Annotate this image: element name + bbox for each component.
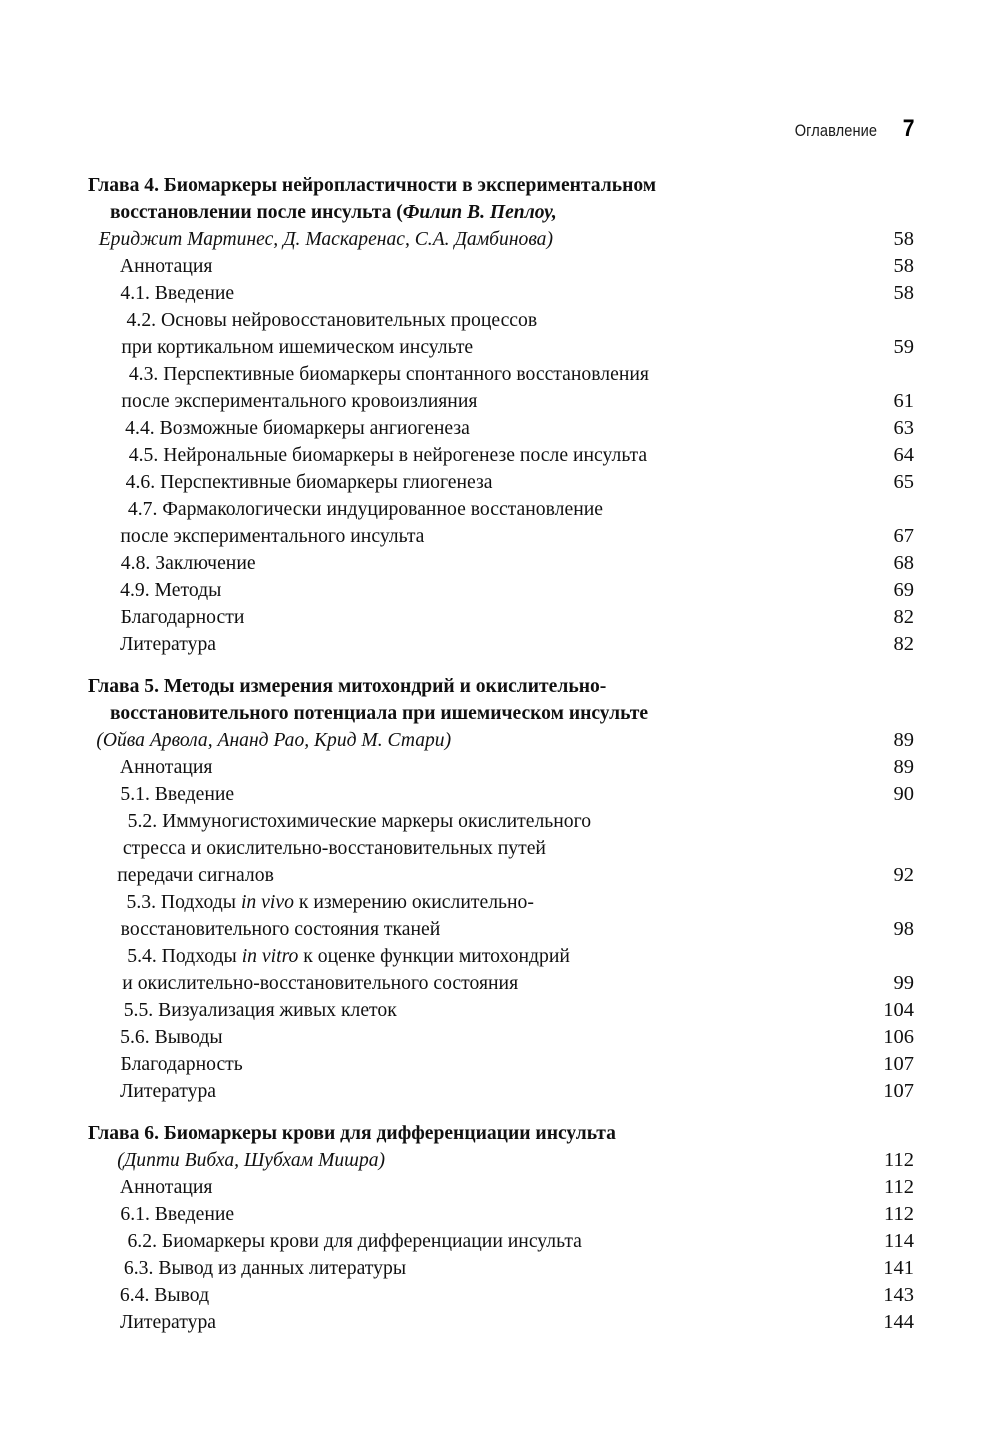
dot-leader bbox=[458, 934, 863, 935]
chapter-authors: (Дипти Вибха, Шубхам Мишра) bbox=[117, 1149, 386, 1171]
page-number: 59 bbox=[893, 336, 914, 358]
page-number: 89 bbox=[893, 729, 914, 751]
toc-entry[interactable] bbox=[88, 1024, 914, 1051]
chapter-title-text: Глава 5. Методы измерения митохондрий и окислительно- bbox=[88, 675, 607, 697]
toc-entry-label: 4.7. Фармакологически индуцированное восстановление bbox=[127, 498, 604, 520]
toc-entry[interactable] bbox=[88, 334, 914, 361]
dot-leader bbox=[442, 541, 863, 542]
toc-entry[interactable] bbox=[88, 415, 914, 442]
toc-entry-label: 5.5. Визуализация живых клеток bbox=[123, 999, 397, 1021]
dot-leader bbox=[566, 853, 863, 854]
toc-entry[interactable] bbox=[88, 307, 914, 334]
toc-entry[interactable] bbox=[88, 631, 914, 658]
dot-leader bbox=[492, 352, 864, 353]
page-number: 106 bbox=[883, 1026, 914, 1048]
page-number: 64 bbox=[893, 444, 914, 466]
page-number: 58 bbox=[893, 228, 914, 250]
dot-leader bbox=[671, 379, 863, 380]
chapter-entry[interactable] bbox=[88, 727, 914, 754]
toc-entry[interactable] bbox=[88, 280, 914, 307]
dot-leader bbox=[234, 595, 863, 596]
page-number: 63 bbox=[893, 417, 914, 439]
dot-leader bbox=[624, 514, 863, 515]
dot-leader bbox=[602, 1246, 863, 1247]
toc-entry-label: 6.1. Введение bbox=[120, 1203, 235, 1225]
page-number: 112 bbox=[884, 1176, 914, 1198]
page-number: 112 bbox=[884, 1149, 914, 1171]
toc-entry-label: передачи сигналов bbox=[117, 864, 274, 886]
toc-entry-label: Литература bbox=[120, 1311, 217, 1333]
dot-leader bbox=[404, 1165, 863, 1166]
toc-entry[interactable] bbox=[88, 1228, 914, 1255]
toc-entry-label: 4.6. Перспективные биомаркеры глиогенеза bbox=[125, 471, 493, 493]
toc-entry-label: после экспериментального инсульта bbox=[120, 525, 425, 547]
toc-entry[interactable] bbox=[88, 253, 914, 280]
chapter-title-text: Глава 6. Биомаркеры крови для дифференциации инсульта bbox=[88, 1122, 616, 1144]
toc-entry[interactable] bbox=[88, 808, 914, 835]
chapter-title-line[interactable] bbox=[88, 1120, 877, 1147]
page-number: 114 bbox=[884, 1230, 914, 1252]
page-number: 69 bbox=[893, 579, 914, 601]
dot-leader bbox=[511, 487, 863, 488]
dot-leader bbox=[229, 1327, 863, 1328]
toc-entry-label: Аннотация bbox=[119, 255, 213, 277]
page-number: 58 bbox=[893, 255, 914, 277]
page-number: 58 bbox=[893, 282, 914, 304]
page-number: 98 bbox=[893, 918, 914, 940]
running-head-label: Оглавление bbox=[794, 121, 877, 140]
toc-entry-label: 4.2. Основы нейровосстановительных процессов bbox=[126, 309, 538, 331]
running-head bbox=[788, 115, 915, 143]
chapter-title-line[interactable] bbox=[88, 199, 877, 226]
toc-entry[interactable] bbox=[88, 997, 914, 1024]
toc-entry-label: и окислительно-восстановительного состояния bbox=[122, 972, 519, 994]
toc-entry-label: 5.2. Иммуногистохимические маркеры окислительного bbox=[127, 810, 592, 832]
page-number: 65 bbox=[893, 471, 914, 493]
dot-leader bbox=[225, 772, 863, 773]
toc-entry[interactable] bbox=[88, 862, 914, 889]
toc-entry-label: Благодарности bbox=[120, 606, 245, 628]
toc-entry[interactable] bbox=[88, 469, 914, 496]
toc-entry-label: 5.1. Введение bbox=[120, 783, 235, 805]
toc-entry[interactable] bbox=[88, 1201, 914, 1228]
toc-entry[interactable] bbox=[88, 1255, 914, 1282]
dot-leader bbox=[557, 325, 863, 326]
toc-entry-label: при кортикальном ишемическом инсульте bbox=[121, 336, 474, 358]
toc-entry[interactable] bbox=[88, 442, 914, 469]
toc-entry[interactable] bbox=[88, 1174, 914, 1201]
page-number: 92 bbox=[893, 864, 914, 886]
dot-leader bbox=[222, 1300, 863, 1301]
chapter-authors: (Ойва Арвола, Ананд Рао, Крид М. Стари) bbox=[96, 729, 452, 751]
toc-entry-label: 4.5. Нейрональные биомаркеры в нейрогенезе после инсульта bbox=[128, 444, 648, 466]
page-number: 104 bbox=[883, 999, 914, 1021]
toc-entry-label: 5.6. Выводы bbox=[120, 1026, 223, 1048]
page-number: 82 bbox=[893, 633, 914, 655]
page-number: 68 bbox=[893, 552, 914, 574]
toc-entry-label: 4.8. Заключение bbox=[120, 552, 256, 574]
toc-entry[interactable] bbox=[88, 1309, 914, 1336]
chapter-title-line[interactable] bbox=[88, 700, 877, 727]
chapter-author-text: Филип В. Пеплоу, bbox=[402, 201, 557, 223]
dot-leader bbox=[248, 298, 863, 299]
toc-entry-label: 6.4. Вывод bbox=[119, 1284, 210, 1306]
dot-leader bbox=[225, 1192, 863, 1193]
chapter-block bbox=[88, 673, 914, 1105]
dot-leader bbox=[423, 1273, 863, 1274]
toc-entry[interactable] bbox=[88, 1078, 914, 1105]
toc-entry[interactable] bbox=[88, 361, 914, 388]
dot-leader bbox=[269, 568, 863, 569]
chapter-title-line[interactable] bbox=[88, 673, 877, 700]
toc-entry[interactable] bbox=[88, 1051, 914, 1078]
dot-leader bbox=[229, 1096, 863, 1097]
toc-entry[interactable] bbox=[88, 781, 914, 808]
chapter-block bbox=[88, 1120, 914, 1336]
dot-leader bbox=[590, 961, 863, 962]
chapter-authors: Ериджит Мартинес, Д. Маскаренас, С.А. Дамбинова) bbox=[98, 228, 553, 250]
toc-entry[interactable] bbox=[88, 496, 914, 523]
dot-leader bbox=[472, 745, 863, 746]
toc-entry[interactable] bbox=[88, 916, 914, 943]
dot-leader bbox=[288, 880, 863, 881]
page-number: 61 bbox=[893, 390, 914, 412]
toc-entry-label: 4.1. Введение bbox=[120, 282, 235, 304]
toc-entry-label: восстановительного состояния тканей bbox=[120, 918, 441, 940]
page-number: 99 bbox=[893, 972, 914, 994]
toc-entry[interactable] bbox=[88, 388, 914, 415]
toc-entry[interactable] bbox=[88, 550, 914, 577]
toc-entry-label: 4.4. Возможные биомаркеры ангиогенеза bbox=[125, 417, 470, 439]
dot-leader bbox=[669, 460, 863, 461]
dot-leader bbox=[258, 622, 863, 623]
table-of-contents bbox=[88, 172, 914, 1338]
dot-leader bbox=[577, 244, 863, 245]
toc-entry[interactable] bbox=[88, 577, 914, 604]
toc-entry-label: после экспериментального кровоизлияния bbox=[121, 390, 478, 412]
toc-entry-label: Аннотация bbox=[119, 1176, 213, 1198]
running-head-page-number: 7 bbox=[902, 115, 915, 142]
toc-entry[interactable] bbox=[88, 943, 914, 970]
page-number: 143 bbox=[883, 1284, 914, 1306]
dot-leader bbox=[553, 907, 863, 908]
page-number: 107 bbox=[883, 1053, 914, 1075]
toc-entry[interactable] bbox=[88, 604, 914, 631]
dot-leader bbox=[248, 1219, 863, 1220]
toc-entry[interactable] bbox=[88, 1282, 914, 1309]
toc-entry[interactable] bbox=[88, 754, 914, 781]
toc-entry-label: 4.9. Методы bbox=[120, 579, 222, 601]
toc-entry-label: 6.3. Вывод из данных литературы bbox=[123, 1257, 407, 1279]
dot-leader bbox=[414, 1015, 864, 1016]
toc-entry-label: Литература bbox=[120, 1080, 217, 1102]
chapter-title-text: восстановительного потенциала при ишемическом инсульте bbox=[109, 702, 649, 724]
dot-leader bbox=[537, 988, 863, 989]
page-number: 82 bbox=[893, 606, 914, 628]
page-number: 107 bbox=[883, 1080, 914, 1102]
toc-entry-label: 5.3. Подходы in vivo к измерению окислительно- bbox=[126, 891, 534, 913]
dot-leader bbox=[496, 406, 863, 407]
chapter-title-text: восстановлении после инсульта ( bbox=[109, 201, 403, 223]
dot-leader bbox=[229, 649, 863, 650]
page-number: 89 bbox=[893, 756, 914, 778]
toc-entry-label: стресса и окислительно-восстановительных путей bbox=[122, 837, 546, 859]
chapter-block bbox=[88, 172, 914, 658]
page-number: 112 bbox=[884, 1203, 914, 1225]
chapter-entry[interactable] bbox=[88, 226, 914, 253]
toc-entry[interactable] bbox=[88, 970, 914, 997]
toc-entry-label: Литература bbox=[120, 633, 217, 655]
dot-leader bbox=[236, 1042, 863, 1043]
toc-entry[interactable] bbox=[88, 889, 914, 916]
chapter-entry[interactable] bbox=[88, 1147, 914, 1174]
page-number: 141 bbox=[883, 1257, 914, 1279]
toc-entry-label: Аннотация bbox=[119, 756, 213, 778]
dot-leader bbox=[256, 1069, 863, 1070]
page-number: 90 bbox=[893, 783, 914, 805]
dot-leader bbox=[488, 433, 863, 434]
dot-leader bbox=[612, 826, 863, 827]
page-number: 144 bbox=[883, 1311, 914, 1333]
toc-entry-label: 6.2. Биомаркеры крови для дифференциации инсульта bbox=[127, 1230, 582, 1252]
chapter-title-line[interactable] bbox=[88, 172, 877, 199]
page-number: 67 bbox=[893, 525, 914, 547]
toc-entry[interactable] bbox=[88, 835, 914, 862]
dot-leader bbox=[225, 271, 863, 272]
toc-entry-label: 4.3. Перспективные биомаркеры спонтанного восстановления bbox=[128, 363, 649, 385]
toc-entry[interactable] bbox=[88, 523, 914, 550]
toc-entry-label: 5.4. Подходы in vitro к оценке функции митохондрий bbox=[127, 945, 570, 967]
dot-leader bbox=[248, 799, 863, 800]
chapter-title-text: Глава 4. Биомаркеры нейропластичности в экспериментальном bbox=[88, 174, 657, 196]
toc-entry-label: Благодарность bbox=[120, 1053, 243, 1075]
